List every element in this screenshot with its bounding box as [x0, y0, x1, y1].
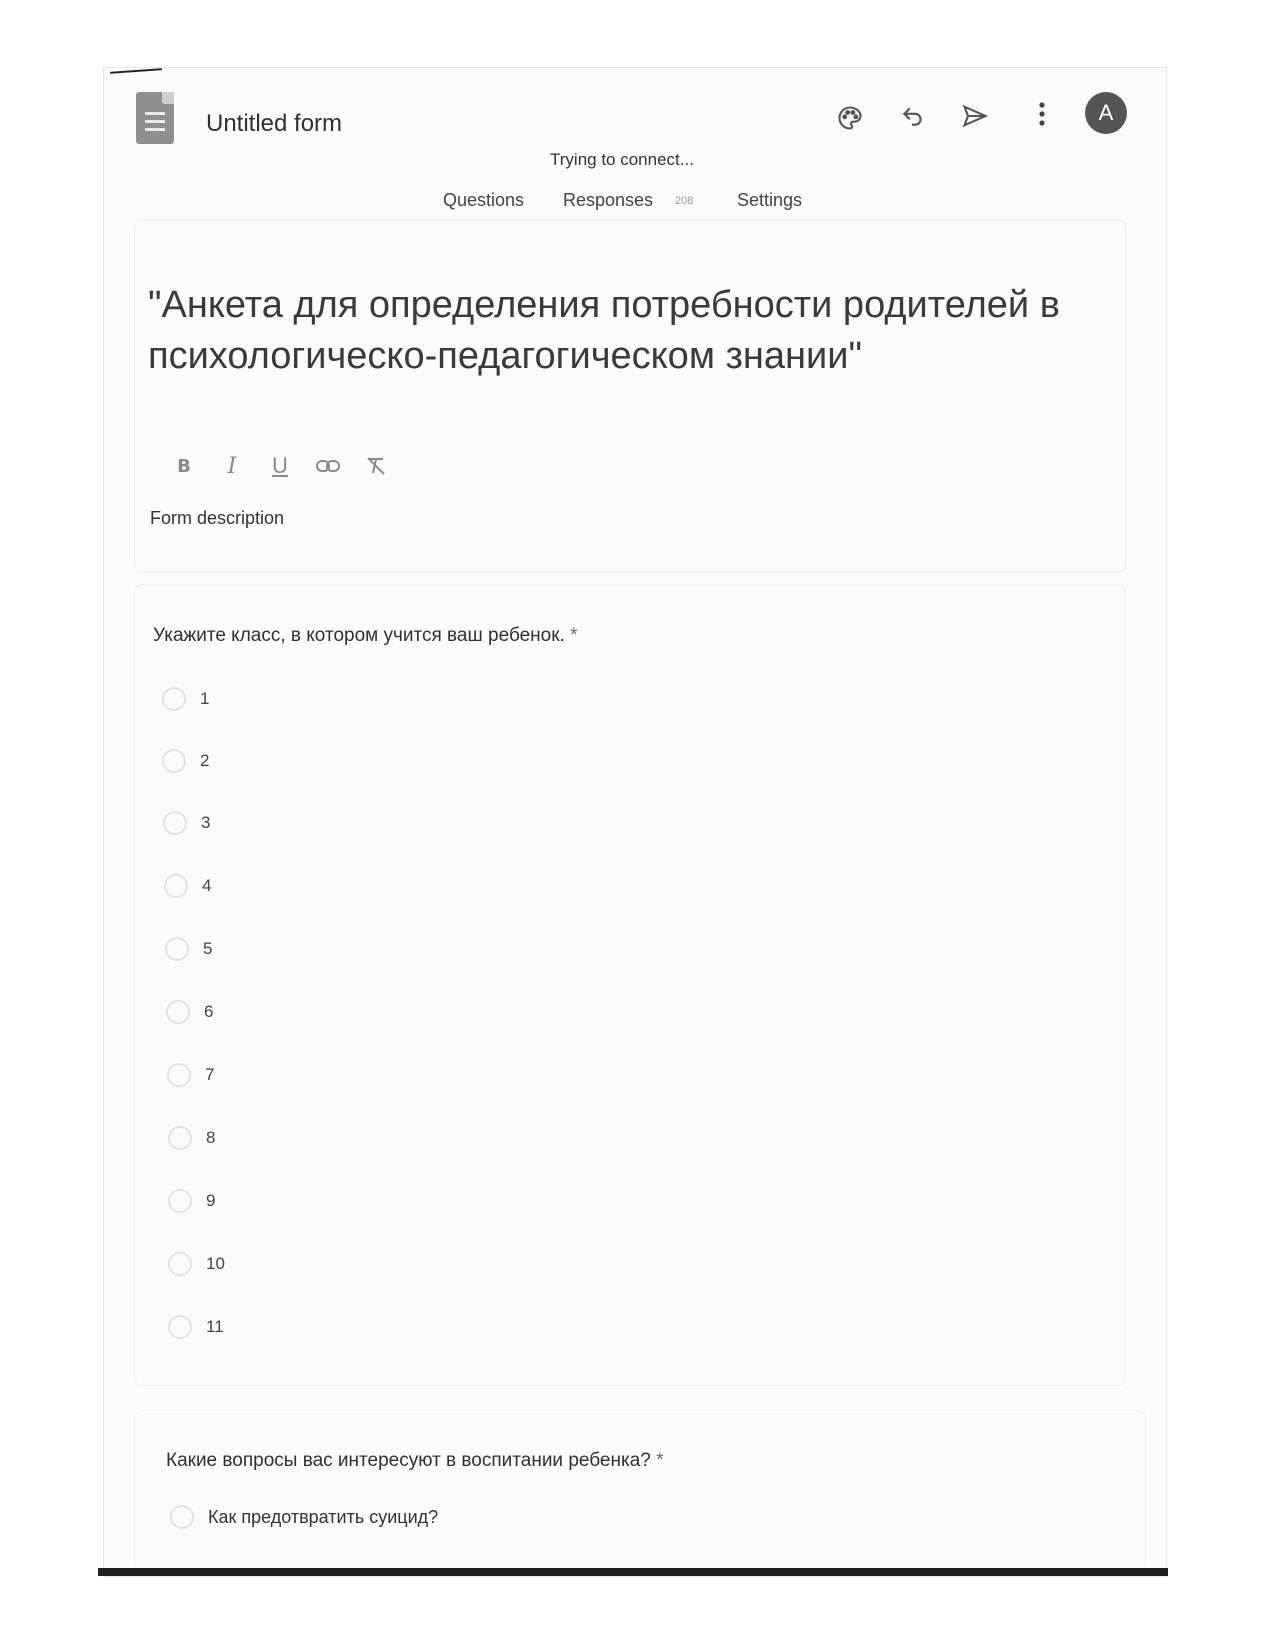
- option-label: 11: [206, 1317, 224, 1336]
- radio-option[interactable]: [168, 1123, 215, 1153]
- radio-option[interactable]: [167, 1060, 214, 1090]
- option-label: 8: [206, 1128, 216, 1147]
- radio-option[interactable]: [168, 1186, 215, 1216]
- radio-option[interactable]: [168, 1312, 224, 1342]
- radio-icon[interactable]: [163, 811, 187, 835]
- radio-option[interactable]: [165, 934, 212, 964]
- question-card[interactable]: [134, 1410, 1146, 1572]
- option-label: 3: [201, 813, 211, 832]
- checkbox-option[interactable]: [170, 1502, 438, 1532]
- required-mark: *: [656, 1450, 664, 1471]
- option-label: 7: [205, 1065, 215, 1084]
- radio-icon[interactable]: [166, 1000, 190, 1024]
- radio-icon[interactable]: [165, 937, 189, 961]
- question-title[interactable]: Укажите класс, в котором учится ваш ребенок. *: [153, 625, 578, 646]
- form-title[interactable]: "Анкета для определения потребности родителей в психологическо-педагогическом знании": [148, 284, 1060, 377]
- radio-icon[interactable]: [162, 687, 186, 711]
- option-label: 6: [204, 1002, 214, 1021]
- option-label: 1: [200, 689, 210, 708]
- radio-option[interactable]: [163, 808, 210, 838]
- undo-icon[interactable]: [893, 96, 933, 136]
- account-avatar[interactable]: A: [1085, 92, 1127, 134]
- tab-questions[interactable]: Questions: [443, 190, 525, 210]
- radio-icon[interactable]: [164, 874, 188, 898]
- more-vert-icon[interactable]: [1022, 94, 1062, 134]
- text-format-toolbar: [160, 450, 400, 482]
- required-mark: *: [570, 625, 578, 646]
- link-icon[interactable]: [304, 450, 352, 482]
- question-card[interactable]: [134, 584, 1126, 1386]
- form-name[interactable]: Untitled form: [206, 110, 343, 137]
- form-description-field[interactable]: Form description: [150, 508, 285, 528]
- radio-option[interactable]: [162, 684, 209, 714]
- option-label: 2: [200, 751, 210, 770]
- option-label: 9: [206, 1191, 216, 1210]
- radio-icon[interactable]: [168, 1252, 192, 1276]
- option-label: Как предотвратить суицид?: [208, 1506, 439, 1527]
- responses-count-badge: 208: [675, 195, 694, 207]
- tab-settings[interactable]: Settings: [737, 190, 803, 210]
- clear-formatting-icon[interactable]: [352, 450, 400, 482]
- radio-icon[interactable]: [170, 1505, 194, 1529]
- option-label: 4: [202, 876, 212, 895]
- radio-icon[interactable]: [167, 1063, 191, 1087]
- radio-icon[interactable]: [168, 1315, 192, 1339]
- underline-icon[interactable]: U: [272, 453, 288, 478]
- radio-option[interactable]: [162, 746, 209, 776]
- radio-icon[interactable]: [162, 749, 186, 773]
- radio-option[interactable]: [168, 1249, 225, 1279]
- italic-icon[interactable]: I: [227, 453, 237, 479]
- option-label: 5: [203, 939, 213, 958]
- radio-icon[interactable]: [168, 1126, 192, 1150]
- send-icon[interactable]: [955, 96, 995, 136]
- bold-icon[interactable]: B: [177, 455, 191, 477]
- connection-status: Trying to connect...: [550, 150, 694, 169]
- question-title[interactable]: Какие вопросы вас интересуют в воспитании ребенка? *: [166, 1450, 664, 1471]
- palette-icon[interactable]: [830, 98, 870, 138]
- radio-option[interactable]: [164, 871, 211, 901]
- paper-edge-shadow: [98, 1568, 1168, 1576]
- forms-logo-icon[interactable]: [136, 92, 174, 144]
- tab-responses[interactable]: Responses: [563, 190, 654, 210]
- radio-option[interactable]: [166, 997, 213, 1027]
- option-label: 10: [206, 1254, 225, 1273]
- radio-icon[interactable]: [168, 1189, 192, 1213]
